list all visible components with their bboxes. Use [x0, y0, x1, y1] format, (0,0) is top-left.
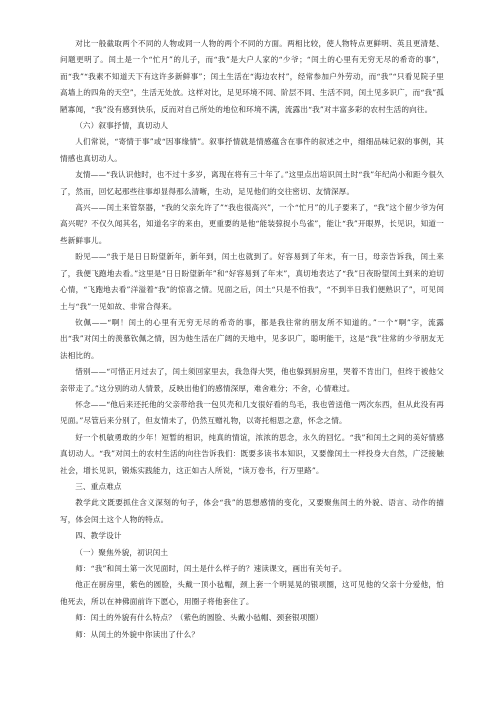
paragraph-intro-narrative: 人们常说，“寄情于事”或“因事缘情”。叙事抒情就是情感蕴含在事件的叙述之中，细细品味记叙的事例，其情感也真切动人。	[60, 137, 444, 163]
paragraph-anticipation: 盼见——“我于是日日盼望新年，新年到，闰土也就到了。好容易到了年末，有一日，母亲告诉我，闰土来了，我便飞跑地去看。”这里是“日日盼望新年”和“好容易到了年末”，真切地表达了“我”日夜盼望闰土到来的迫切心情，“飞跑地去看”洋溢着“我”的惊喜之情。见面之后，闰土“只是不怕我”，“不到半日我们便熟识了”，可见闰土与“我”一见如故、非常合得来。	[60, 252, 444, 311]
paragraph-admiration: 钦佩——“啊！闰土的心里有无穷无尽的希奇的事，都是我往常的朋友所不知道的。”一个“啊”字，流露出“我”对闰土的羡慕钦佩之情，因为他生活在广阔的天地中，见多识广，聪明能干，这是“我”往常的少爷朋友无法相比的。	[60, 317, 444, 360]
paragraph-teacher-question-3: 师：从闰土的外貌中你读出了什么？	[75, 629, 200, 639]
paragraph-remembrance: 怀念——“他后来还托他的父亲带给我一包贝壳和几支很好看的鸟毛，我也曾送他一两次东西，但从此没有再见面。”尽管后来分别了，但友情未了，仍然互赠礼物，以寄托相思之意，怀念之情。	[60, 399, 444, 426]
paragraph-farewell: 惜别——“可惜正月过去了，闰土须回家里去，我急得大哭，他也躲到厨房里，哭着不肯出门，但终于被他父亲带走了。”这分别的动人情景，反映出他们的感情深厚，难舍难分；不舍，心情难过。	[60, 367, 444, 393]
section-heading-teaching-design: 四、教学设计	[75, 531, 122, 541]
section-heading-narrative-emotion: （六）叙事抒情，真切动人	[75, 121, 169, 131]
paragraph-contrast: 对比一般截取两个不同的人物或同一人物的两个不同的方面。两相比较，使人物特点更鲜明、英且更清楚、问题更明了。闰土是一个“忙月”的儿子，而“我”是大户人家的“少爷；“闰土的心里有无穷无尽的希奇的事”，而“我”“我素不知道天下有这许多新鲜事”；闰土生活在“海边农村”，经常参加户外劳动，而“我”“只看见院子里高墙上的四角的天空”，生活无处放。这样对比，足见环境不同、阶层不同、生活不同，闰土见多识广，而“我”孤陋寡闻，“我”没有感到快乐，反而对自己所处的地位和环境不满，流露出“我”对丰富多彩的农村生活的向往。	[60, 39, 444, 114]
subsection-heading-appearance: （一）聚焦外貌，初识闰土	[75, 547, 169, 557]
paragraph-summary: 好一个机敏勇敢的少年！短暂的相识，纯真的情谊，浓浓的思念，永久的回忆。“我”和闰土之间的美好情感真切动人。“我”对闰土的农村生活的向往告诉我们：既要多读书本知识，又要像闰土一样投身大自然，广泛接触社会，增长见识，锻炼实践能力，这正如古人所说，“读万卷书，行万里路”。	[60, 432, 444, 475]
paragraph-teacher-question-1: 师：“我”和闰土第一次见面时，闰土是什么样子的？速读课文，画出有关句子。	[75, 564, 347, 573]
paragraph-friendship: 友情——“我认识他时，也不过十多岁，离现在将有三十年了。”这里点出培识闰土时“我”年纪尚小和距今很久了，然而，回忆起那些往事却显得那么清晰，生动，足见他们的交往密切、友情深厚。	[60, 170, 444, 196]
paragraph-happiness: 高兴——闰土来管祭器，“我的父亲允许了”“我也很高兴”，一个“忙月”的儿子要来了，“我”这个留少爷为何高兴呢？不仅久闻其名，知道名字的来由，更重要的是他“能装弶捉小鸟雀”，能让“我”开眼界，长见识，知道一些新鲜事儿。	[60, 203, 444, 245]
paragraph-key-points: 教学此文既要抓住含义深刻的句子，体会“我”的思想感情的变化，又要聚焦闰土的外貌、语言、动作的描写，体会闰土这个人物的特点。	[60, 498, 444, 524]
section-heading-key-points: 三、重点难点	[75, 481, 122, 491]
paragraph-quote-appearance: 他正在厨房里，紫色的圆脸，头戴一顶小毡帽，颈上套一个明晃晃的银项圈，这可见他的父亲十分爱他，怕他死去，所以在神佛面前许下愿心，用圈子将他套住了。	[60, 580, 444, 606]
document-page	[60, 36, 444, 643]
paragraph-teacher-question-2: 师：闰土的外貌有什么特点？（紫色的圆脸、头戴小毡帽、颈套银项圈）	[75, 613, 323, 623]
